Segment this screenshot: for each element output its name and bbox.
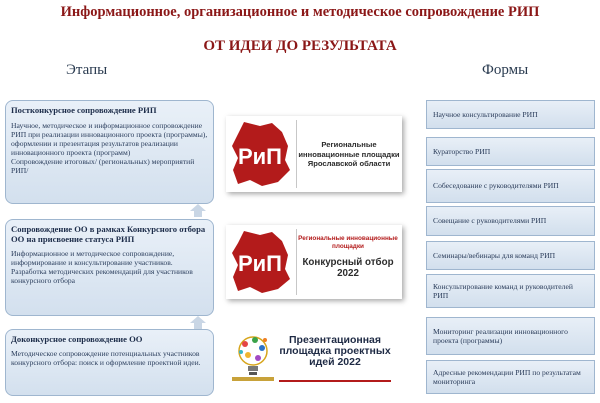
form-item: Консультирование команд и руководителей РИП	[426, 274, 595, 308]
region-map-icon	[230, 229, 292, 295]
page-subtitle: ОТ ИДЕИ ДО РЕЗУЛЬТАТА	[203, 38, 397, 54]
stage-pre-competition	[5, 329, 214, 396]
form-item: Кураторство РИП	[426, 137, 595, 166]
stage-description: Научное, методическое и информационное сопровождение РИП при реализации инновационного проекта (программы), оформлении и презентация результатов реализации инновационного проекта (программ) Сопровождение итоговых/ (региональных) мероприятий РИП/	[11, 121, 208, 175]
page-title: Информационное, организационное и методическое сопровождение РИП	[60, 4, 540, 20]
rip-letters: РиП	[237, 251, 283, 276]
rip-small-caption: Региональные инновационные площадки	[298, 235, 398, 250]
form-item: Семинары/вебинары для команд РИП	[426, 241, 595, 270]
stage-title: Сопровождение ОО в рамках Конкурсного отбора ОО на присвоение статуса РИП	[11, 224, 206, 244]
stage-competition	[5, 219, 214, 316]
form-item: Мониторинг реализации инновационного проекта (программы)	[426, 317, 595, 355]
region-map-icon	[230, 120, 292, 188]
stage-title: Постконкурсное сопровождение РИП	[11, 105, 157, 115]
stage-title: Доконкурсное сопровождение ОО	[11, 334, 143, 344]
form-item: Научное консультирование РИП	[426, 100, 595, 129]
rip-logo-card	[226, 116, 402, 192]
forms-column-header: Формы	[482, 62, 529, 78]
stage-post-competition	[5, 100, 214, 204]
stages-column-header: Этапы	[66, 62, 108, 78]
form-item: Адресные рекомендации РИП по результатам мониторинга	[426, 360, 595, 394]
form-item: Совещание с руководителями РИП	[426, 206, 595, 236]
form-item: Собеседование с руководителями РИП	[426, 169, 595, 203]
rip-letters: РиП	[237, 144, 283, 169]
presentation-logo	[227, 329, 397, 384]
stage-description: Информационное и методическое сопровождение, информирование и консультирование участников. Разработка методических рекомендаций для участников конкурсного отбора	[11, 249, 193, 285]
idea-bulb-icon	[229, 331, 277, 383]
arrow-up-icon	[190, 316, 206, 329]
presentation-text: Презентационная площадка проектных идей 2022	[279, 334, 391, 368]
arrow-up-icon	[190, 204, 206, 217]
rip-logo-text: Региональные инновационные площадки Ярославской области	[298, 140, 400, 169]
competition-text: Конкурсный отбор 2022	[302, 257, 394, 279]
stage-description: Методическое сопровождение потенциальных участников конкурсного отбора: поиск и оформление проектной идеи.	[11, 349, 201, 367]
competition-logo-card	[226, 225, 402, 299]
